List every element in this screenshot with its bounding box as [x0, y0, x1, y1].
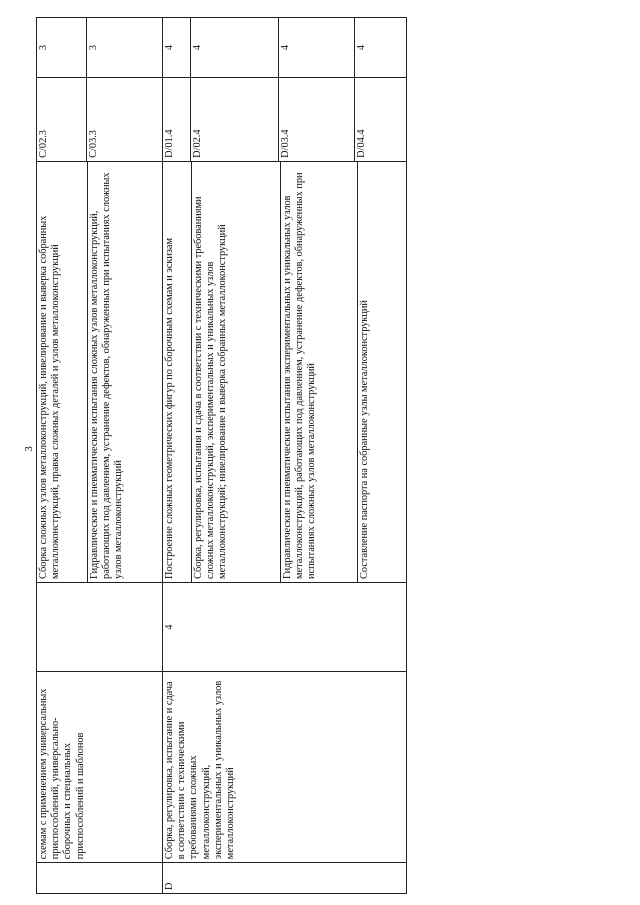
labor-function-code: C/02.3	[37, 78, 87, 161]
labor-function-codes-cell	[37, 78, 163, 162]
labor-function-code: D/03.4	[279, 78, 355, 161]
sublevel-value: 4	[163, 18, 191, 77]
rotated-table-container	[36, 17, 406, 894]
table-row-d	[163, 18, 407, 894]
labor-functions-cell	[37, 161, 163, 582]
general-function-name: схемам с применением универсальных приспособлений, универсально-сборочных и специальных приспособлений и шаблонов	[37, 672, 163, 863]
rotated-table	[36, 17, 406, 894]
general-function-name: Сборка, регулировка, испытание и сдача в соответствии с техническими требованиями сложных металлоконструкций, экспериментальных и уникальных узлов металлоконструкций	[163, 672, 407, 863]
labor-function-name: Составление паспорта на собранные узлы металлоконструкций	[359, 300, 370, 579]
qualification-level	[37, 582, 163, 672]
labor-function-codes-cell	[163, 78, 407, 162]
sublevel-cell	[163, 18, 407, 78]
sublevel-value: 4	[356, 45, 367, 51]
sublevel-value: 3	[88, 45, 99, 51]
page-number: 3	[22, 446, 35, 452]
labor-functions-cell	[163, 161, 407, 582]
sublevel-value: 3	[37, 18, 87, 77]
labor-function-name: Гидравлические и пневматические испытания сложных узлов металлоконструкций, работающих под давлением, устранение дефектов, обнаруженных при испытаниях сложных узлов металлоконструкций	[89, 172, 125, 579]
general-function-code: D	[163, 863, 407, 894]
labor-function-name: Гидравлические и пневматические испытания экспериментальных и уникальных узлов металлоконструкций, работающих под давлением, устранение дефектов, обнаруженных при испытаниях сложных узлов металлоконструкций	[281, 162, 358, 582]
sublevel-value: 4	[191, 18, 279, 77]
sublevel-cell	[37, 18, 163, 78]
sublevel-value: 4	[279, 18, 355, 77]
labor-function-code: D/04.4	[356, 129, 367, 158]
qualification-level: 4	[163, 582, 407, 672]
labor-function-name: Сборка, регулировка, испытания и сдача в соответствии с техническими требованиями сложных металлоконструкций, экспериментальных и уникальных узлов металлоконструкций; нивелирование и выверка собранных металлоконструкций	[192, 162, 281, 582]
functions-table	[36, 17, 407, 894]
labor-function-name: Построение сложных геометрических фигур по сборочным схемам и эскизам	[163, 162, 192, 582]
labor-function-code: C/03.3	[88, 130, 99, 158]
table-row-continued	[37, 18, 163, 894]
labor-function-code: D/01.4	[163, 78, 191, 161]
general-function-code	[37, 863, 163, 894]
labor-function-code: D/02.4	[191, 78, 279, 161]
labor-function-name: Сборка сложных узлов металлоконструкций, нивелирование и выверка собранных металлоконструкций, правка сложных деталей и узлов металлоконструкций	[37, 162, 88, 582]
